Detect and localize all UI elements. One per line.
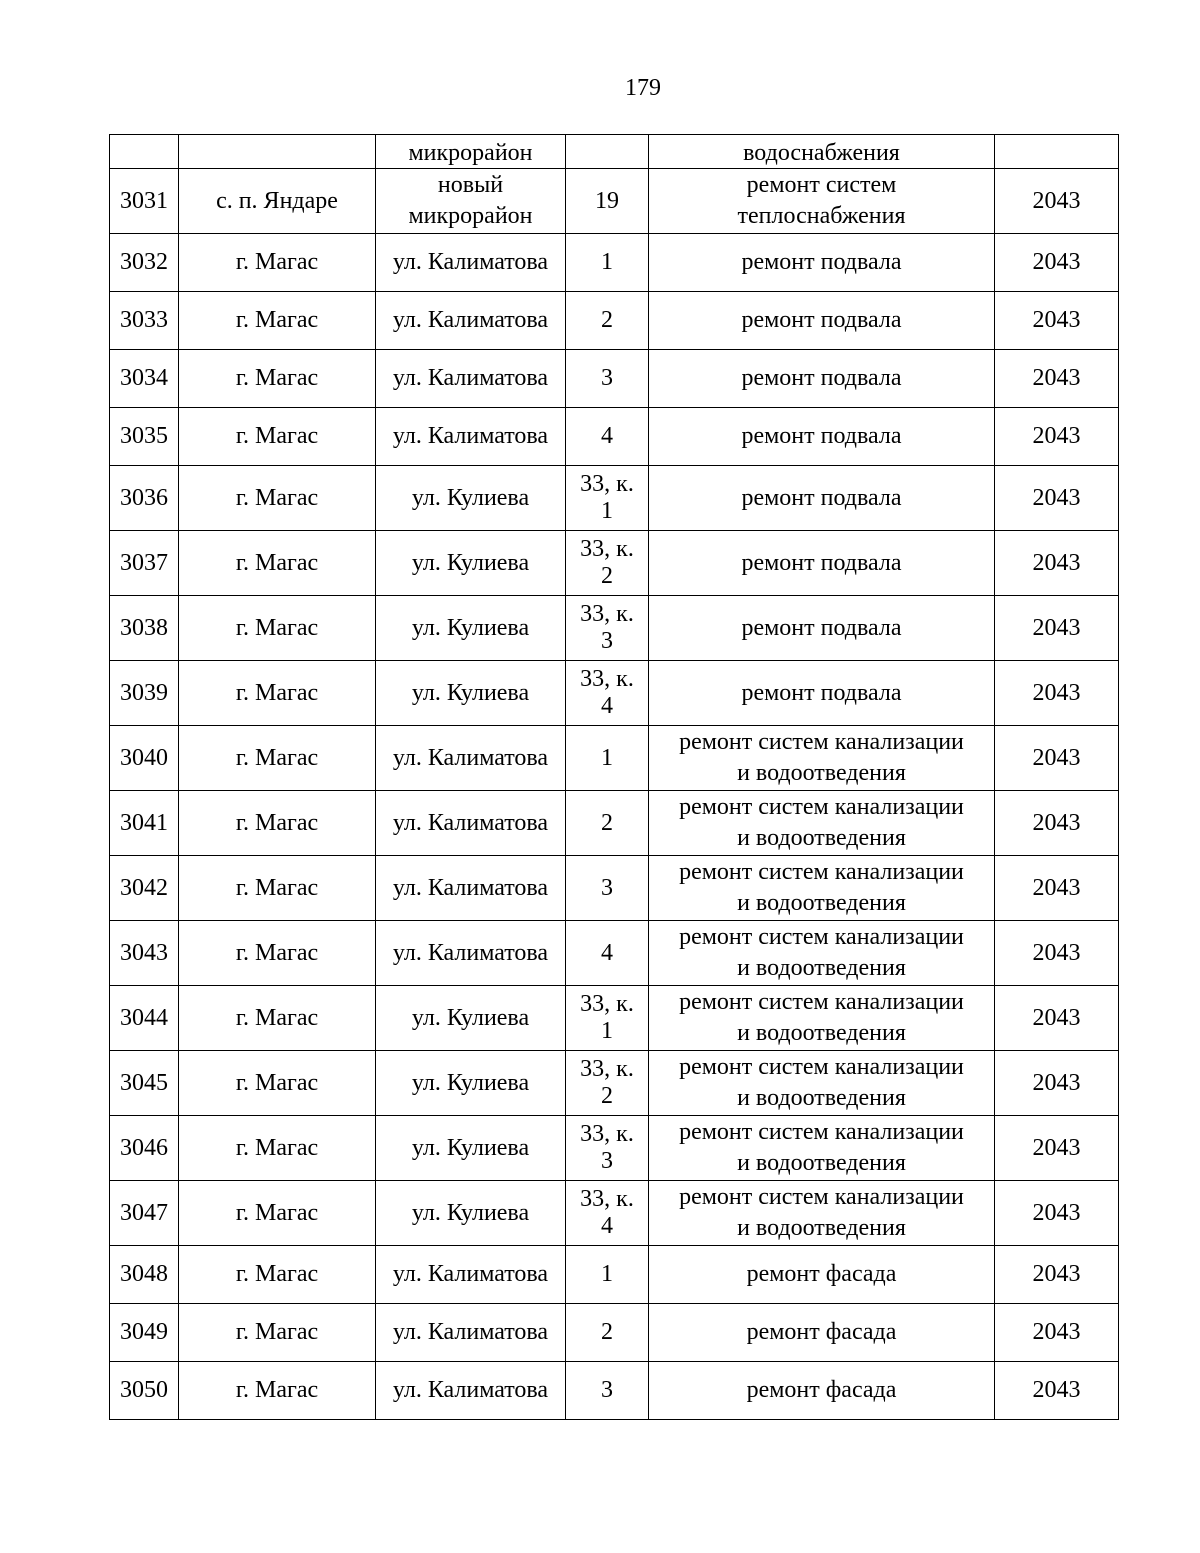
settlement-cell: г. Магас — [179, 661, 376, 726]
year-cell: 2043 — [995, 531, 1119, 596]
work-type-cell: ремонт систем канализации и водоотведения — [649, 726, 995, 791]
row-number-cell: 3045 — [110, 1051, 179, 1116]
street-cell: ул. Кулиева — [376, 596, 566, 661]
settlement-cell: г. Магас — [179, 1246, 376, 1304]
row-number-cell: 3049 — [110, 1304, 179, 1362]
table-row — [110, 466, 1119, 531]
year-cell: 2043 — [995, 466, 1119, 531]
year-cell: 2043 — [995, 408, 1119, 466]
settlement-cell: г. Магас — [179, 466, 376, 531]
work-type-cell: ремонт систем канализации и водоотведения — [649, 791, 995, 856]
year-cell: 2043 — [995, 1051, 1119, 1116]
row-number-cell: 3032 — [110, 234, 179, 292]
work-type-cell: ремонт систем канализации и водоотведения — [649, 1181, 995, 1246]
street-cell: ул. Калиматова — [376, 791, 566, 856]
table-row — [110, 1181, 1119, 1246]
street-cell: ул. Калиматова — [376, 234, 566, 292]
street-cell: ул. Кулиева — [376, 1116, 566, 1181]
building-cell: 33, к. 3 — [566, 1116, 649, 1181]
year-cell: 2043 — [995, 1246, 1119, 1304]
street-cell: ул. Калиматова — [376, 1304, 566, 1362]
work-type-cell: ремонт систем канализации и водоотведения — [649, 986, 995, 1051]
table-row — [110, 135, 1119, 169]
work-type-cell: ремонт подвала — [649, 234, 995, 292]
settlement-cell: г. Магас — [179, 1304, 376, 1362]
year-cell: 2043 — [995, 1362, 1119, 1420]
table-body — [110, 135, 1119, 1420]
building-cell: 3 — [566, 350, 649, 408]
row-number-cell: 3050 — [110, 1362, 179, 1420]
settlement-cell — [179, 135, 376, 169]
year-cell: 2043 — [995, 1304, 1119, 1362]
row-number-cell: 3037 — [110, 531, 179, 596]
building-cell: 19 — [566, 169, 649, 234]
table-row — [110, 921, 1119, 986]
year-cell: 2043 — [995, 986, 1119, 1051]
work-type-cell: ремонт подвала — [649, 408, 995, 466]
year-cell: 2043 — [995, 350, 1119, 408]
street-cell: ул. Калиматова — [376, 856, 566, 921]
row-number-cell: 3044 — [110, 986, 179, 1051]
row-number-cell: 3036 — [110, 466, 179, 531]
table-row — [110, 169, 1119, 234]
year-cell: 2043 — [995, 661, 1119, 726]
work-type-cell: ремонт систем канализации и водоотведения — [649, 921, 995, 986]
repair-schedule-table — [109, 134, 1119, 1420]
table-row — [110, 596, 1119, 661]
building-cell: 33, к. 4 — [566, 1181, 649, 1246]
table-row — [110, 791, 1119, 856]
work-type-cell: ремонт систем канализации и водоотведения — [649, 1116, 995, 1181]
row-number-cell: 3043 — [110, 921, 179, 986]
building-cell: 33, к. 2 — [566, 531, 649, 596]
year-cell: 2043 — [995, 921, 1119, 986]
work-type-cell: ремонт подвала — [649, 350, 995, 408]
year-cell: 2043 — [995, 292, 1119, 350]
year-cell: 2043 — [995, 1181, 1119, 1246]
settlement-cell: г. Магас — [179, 292, 376, 350]
row-number-cell — [110, 135, 179, 169]
row-number-cell: 3047 — [110, 1181, 179, 1246]
settlement-cell: г. Магас — [179, 1181, 376, 1246]
settlement-cell: г. Магас — [179, 596, 376, 661]
street-cell: микрорайон — [376, 135, 566, 169]
work-type-cell: ремонт подвала — [649, 661, 995, 726]
table-row — [110, 292, 1119, 350]
building-cell: 3 — [566, 1362, 649, 1420]
work-type-cell: ремонт систем теплоснабжения — [649, 169, 995, 234]
street-cell: ул. Кулиева — [376, 1181, 566, 1246]
settlement-cell: г. Магас — [179, 921, 376, 986]
building-cell: 2 — [566, 292, 649, 350]
row-number-cell: 3039 — [110, 661, 179, 726]
street-cell: ул. Кулиева — [376, 531, 566, 596]
settlement-cell: г. Магас — [179, 350, 376, 408]
table-row — [110, 986, 1119, 1051]
building-cell — [566, 135, 649, 169]
table-row — [110, 726, 1119, 791]
street-cell: ул. Калиматова — [376, 350, 566, 408]
work-type-cell: ремонт фасада — [649, 1246, 995, 1304]
table-row — [110, 234, 1119, 292]
year-cell: 2043 — [995, 169, 1119, 234]
settlement-cell: г. Магас — [179, 1051, 376, 1116]
row-number-cell: 3040 — [110, 726, 179, 791]
table-row — [110, 408, 1119, 466]
building-cell: 33, к. 4 — [566, 661, 649, 726]
settlement-cell: г. Магас — [179, 726, 376, 791]
building-cell: 33, к. 1 — [566, 986, 649, 1051]
row-number-cell: 3038 — [110, 596, 179, 661]
settlement-cell: г. Магас — [179, 1116, 376, 1181]
work-type-cell: ремонт подвала — [649, 596, 995, 661]
settlement-cell: г. Магас — [179, 1362, 376, 1420]
settlement-cell: г. Магас — [179, 791, 376, 856]
table-row — [110, 1246, 1119, 1304]
table-row — [110, 661, 1119, 726]
row-number-cell: 3041 — [110, 791, 179, 856]
year-cell: 2043 — [995, 596, 1119, 661]
row-number-cell: 3046 — [110, 1116, 179, 1181]
table-row — [110, 856, 1119, 921]
street-cell: ул. Кулиева — [376, 986, 566, 1051]
page-number: 179 — [625, 75, 661, 101]
work-type-cell: ремонт подвала — [649, 292, 995, 350]
settlement-cell: г. Магас — [179, 856, 376, 921]
year-cell: 2043 — [995, 856, 1119, 921]
building-cell: 1 — [566, 234, 649, 292]
work-type-cell: ремонт подвала — [649, 466, 995, 531]
table-row — [110, 1362, 1119, 1420]
street-cell: ул. Кулиева — [376, 466, 566, 531]
table-row — [110, 350, 1119, 408]
building-cell: 4 — [566, 921, 649, 986]
street-cell: ул. Калиматова — [376, 1362, 566, 1420]
work-type-cell: ремонт подвала — [649, 531, 995, 596]
street-cell: ул. Калиматова — [376, 726, 566, 791]
work-type-cell: ремонт систем канализации и водоотведения — [649, 1051, 995, 1116]
row-number-cell: 3033 — [110, 292, 179, 350]
street-cell: ул. Калиматова — [376, 1246, 566, 1304]
settlement-cell: г. Магас — [179, 986, 376, 1051]
row-number-cell: 3035 — [110, 408, 179, 466]
work-type-cell: ремонт фасада — [649, 1304, 995, 1362]
settlement-cell: г. Магас — [179, 408, 376, 466]
settlement-cell: г. Магас — [179, 234, 376, 292]
settlement-cell: г. Магас — [179, 531, 376, 596]
year-cell: 2043 — [995, 791, 1119, 856]
building-cell: 1 — [566, 1246, 649, 1304]
street-cell: новый микрорайон — [376, 169, 566, 234]
table-row — [110, 1116, 1119, 1181]
building-cell: 2 — [566, 1304, 649, 1362]
street-cell: ул. Калиматова — [376, 921, 566, 986]
work-type-cell: ремонт фасада — [649, 1362, 995, 1420]
row-number-cell: 3031 — [110, 169, 179, 234]
street-cell: ул. Кулиева — [376, 1051, 566, 1116]
work-type-cell: ремонт систем канализации и водоотведения — [649, 856, 995, 921]
building-cell: 1 — [566, 726, 649, 791]
row-number-cell: 3048 — [110, 1246, 179, 1304]
year-cell: 2043 — [995, 1116, 1119, 1181]
building-cell: 4 — [566, 408, 649, 466]
year-cell — [995, 135, 1119, 169]
building-cell: 33, к. 1 — [566, 466, 649, 531]
table-row — [110, 531, 1119, 596]
building-cell: 33, к. 3 — [566, 596, 649, 661]
street-cell: ул. Калиматова — [376, 408, 566, 466]
building-cell: 33, к. 2 — [566, 1051, 649, 1116]
street-cell: ул. Кулиева — [376, 661, 566, 726]
street-cell: ул. Калиматова — [376, 292, 566, 350]
year-cell: 2043 — [995, 726, 1119, 791]
work-type-cell: водоснабжения — [649, 135, 995, 169]
row-number-cell: 3034 — [110, 350, 179, 408]
table-row — [110, 1304, 1119, 1362]
row-number-cell: 3042 — [110, 856, 179, 921]
building-cell: 3 — [566, 856, 649, 921]
year-cell: 2043 — [995, 234, 1119, 292]
building-cell: 2 — [566, 791, 649, 856]
settlement-cell: с. п. Яндаре — [179, 169, 376, 234]
table-row — [110, 1051, 1119, 1116]
